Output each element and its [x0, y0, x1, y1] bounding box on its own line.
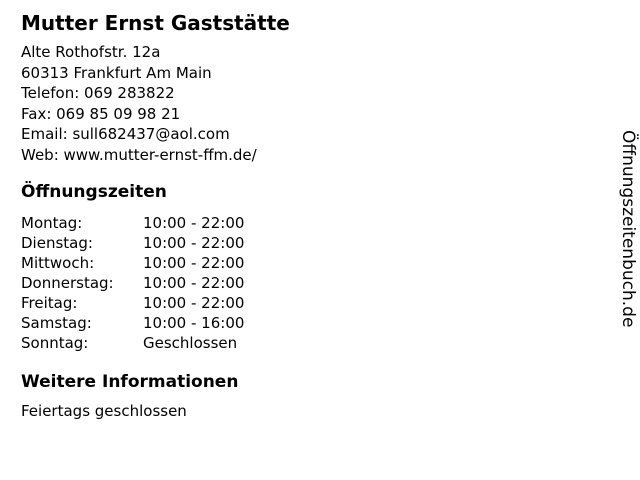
hours-value: 10:00 - 22:00 [143, 254, 245, 272]
day-label: Donnerstag: [21, 274, 114, 292]
day-label: Mittwoch: [21, 254, 95, 272]
email-line: Email: sull682437@aol.com [21, 125, 230, 143]
opening-hours-row-saturday [21, 313, 600, 333]
hours-value: 10:00 - 22:00 [143, 234, 245, 252]
opening-hours-row-thursday [21, 273, 600, 293]
hours-value: 10:00 - 22:00 [143, 294, 245, 312]
hours-value: 10:00 - 22:00 [143, 214, 245, 232]
day-label: Freitag: [21, 294, 78, 312]
opening-hours-row-monday [21, 213, 600, 233]
opening-hours-heading: Öffnungszeiten [21, 182, 167, 202]
hours-value: 10:00 - 16:00 [143, 314, 245, 332]
address-street: Alte Rothofstr. 12a [21, 43, 161, 61]
day-label: Dienstag: [21, 234, 93, 252]
hours-value: Geschlossen [143, 334, 238, 352]
site-watermark: Öffnungszeitenbuch.de [618, 130, 638, 328]
contact-block [21, 42, 600, 165]
more-info-heading: Weitere Informationen [21, 372, 239, 392]
day-label: Montag: [21, 214, 83, 232]
opening-hours-row-tuesday [21, 233, 600, 253]
address-city: 60313 Frankfurt Am Main [21, 63, 212, 82]
web-line: Web: www.mutter-ernst-ffm.de/ [21, 145, 257, 164]
opening-hours-row-friday [21, 293, 600, 313]
page-title: Mutter Ernst Gaststätte [21, 11, 290, 35]
more-info-text: Feiertags geschlossen [21, 402, 187, 420]
opening-hours-row-wednesday [21, 253, 600, 273]
hours-value: 10:00 - 22:00 [143, 274, 245, 292]
opening-hours-table [21, 213, 600, 353]
phone-line: Telefon: 069 283822 [21, 84, 175, 102]
fax-line: Fax: 069 85 09 98 21 [21, 104, 181, 123]
opening-hours-row-sunday [21, 333, 600, 353]
day-label: Sonntag: [21, 334, 89, 352]
day-label: Samstag: [21, 314, 92, 332]
